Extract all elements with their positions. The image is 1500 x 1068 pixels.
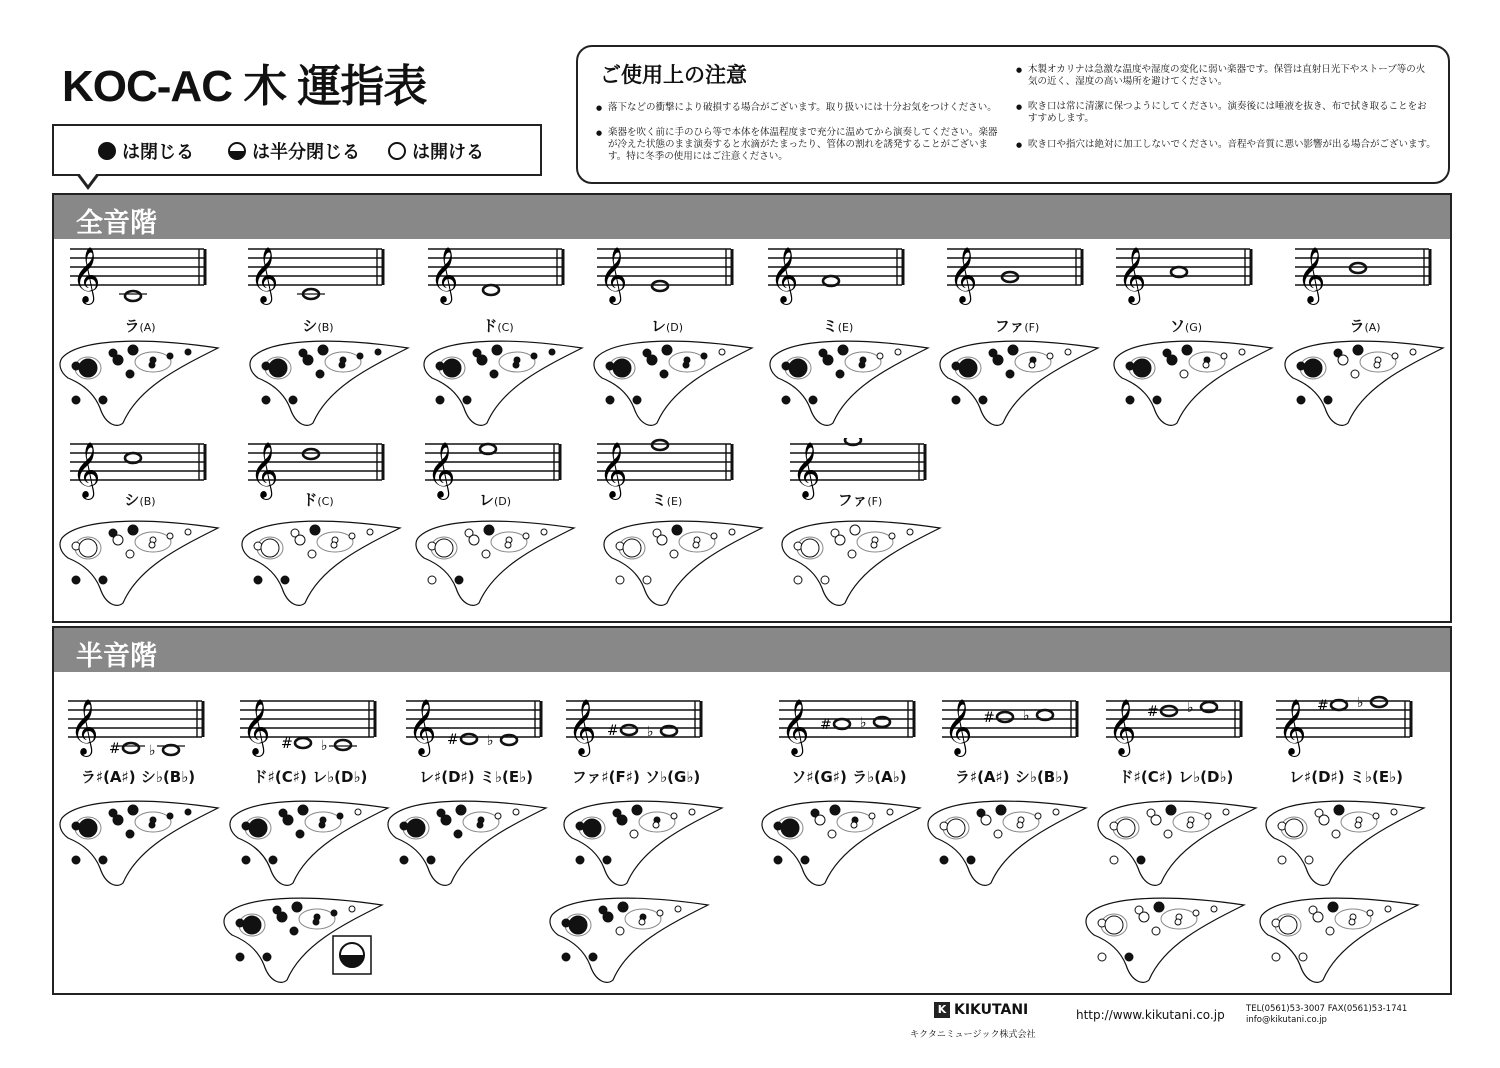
ocarina-fingering-diagram bbox=[422, 338, 587, 428]
note-name-label: ド(C) bbox=[302, 491, 334, 509]
note-name-label: ラ(A) bbox=[124, 317, 156, 335]
music-staff bbox=[779, 695, 919, 765]
legend-closed-label: は閉じる bbox=[122, 142, 194, 163]
ocarina-fingering-diagram bbox=[1112, 338, 1277, 428]
svg-text:#: # bbox=[983, 710, 995, 726]
legend-open-label: は開ける bbox=[412, 142, 484, 163]
music-staff bbox=[1116, 243, 1256, 313]
svg-text:𝄞: 𝄞 bbox=[242, 699, 271, 755]
ocarina-fingering-diagram bbox=[760, 798, 925, 888]
note-name-label: ラ♯(A♯) シ♭(B♭) bbox=[80, 768, 196, 786]
caution-title: ご使用上の注意 bbox=[600, 63, 747, 87]
caution-note: ● 吹き口や指穴は絶対に加工しないでください。音程や音質に悪い影響が出る場合がございます。 bbox=[1016, 139, 1453, 151]
svg-text:♭: ♭ bbox=[487, 733, 494, 749]
music-staff bbox=[428, 243, 568, 313]
caution-note: ● 楽器を吹く前に手のひら等で本体を体温程度まで充分に温めてから演奏してください。楽器が冷えた状態のまま演奏すると水滴がたまったり、管体の割れを誘発することがございます。特に冬季の使用にはご注意ください。 bbox=[596, 127, 1003, 163]
svg-text:𝄞: 𝄞 bbox=[430, 247, 459, 303]
music-staff bbox=[1295, 243, 1435, 313]
tel-fax: TEL(0561)53-3007 FAX(0561)53-1741 bbox=[1246, 1004, 1408, 1014]
ocarina-fingering-diagram bbox=[414, 518, 579, 608]
svg-text:𝄞: 𝄞 bbox=[599, 247, 628, 303]
ocarina-fingering-diagram bbox=[602, 518, 767, 608]
section-title: 全音階 bbox=[76, 208, 157, 239]
closed-hole-icon bbox=[98, 142, 116, 160]
svg-text:♭: ♭ bbox=[860, 715, 867, 731]
ocarina-fingering-diagram bbox=[768, 338, 933, 428]
music-staff bbox=[406, 695, 546, 765]
svg-text:𝄞: 𝄞 bbox=[1297, 247, 1326, 303]
note-name-label: シ(B) bbox=[302, 317, 334, 335]
company-name: キクタニミュージック株式会社 bbox=[910, 1030, 1036, 1040]
note-name-label: ファ(F) bbox=[837, 491, 883, 509]
svg-text:♭: ♭ bbox=[1023, 708, 1030, 724]
music-staff bbox=[1106, 695, 1246, 765]
svg-text:#: # bbox=[1317, 698, 1329, 714]
email: info@kikutani.co.jp bbox=[1246, 1015, 1327, 1025]
ocarina-fingering-diagram bbox=[780, 518, 945, 608]
music-staff bbox=[240, 695, 380, 765]
note-name-label: ミ(E) bbox=[651, 491, 683, 509]
ocarina-fingering-diagram bbox=[548, 895, 713, 985]
ocarina-fingering-diagram bbox=[58, 518, 223, 608]
music-staff bbox=[768, 243, 908, 313]
contact-info bbox=[1246, 1004, 1407, 1026]
svg-text:𝄞: 𝄞 bbox=[70, 699, 99, 755]
svg-text:𝄞: 𝄞 bbox=[944, 699, 973, 755]
note-name-label: ソ♯(G♯) ラ♭(A♭) bbox=[791, 768, 907, 786]
brand-logo: K KIKUTANI bbox=[934, 1002, 1028, 1018]
music-staff bbox=[597, 243, 737, 313]
ocarina-fingering-diagram bbox=[592, 338, 757, 428]
music-staff bbox=[566, 695, 706, 765]
music-staff bbox=[70, 243, 210, 313]
legend-half-label: は半分閉じる bbox=[252, 142, 360, 163]
note-name-label: ド♯(C♯) レ♭(D♭) bbox=[252, 768, 368, 786]
svg-text:𝄞: 𝄞 bbox=[408, 699, 437, 755]
svg-text:♭: ♭ bbox=[149, 743, 156, 759]
svg-text:𝄞: 𝄞 bbox=[1108, 699, 1137, 755]
svg-text:𝄞: 𝄞 bbox=[568, 699, 597, 755]
caution-note: ● 吹き口は常に清潔に保つようにしてください。演奏後には唾液を抜き、布で拭き取ることをおすすめします。 bbox=[1016, 101, 1428, 125]
svg-text:#: # bbox=[281, 736, 293, 752]
ocarina-fingering-diagram bbox=[58, 338, 223, 428]
note-name-label: ド♯(C♯) レ♭(D♭) bbox=[1118, 768, 1234, 786]
section-header bbox=[54, 195, 1450, 239]
note-name-label: レ♯(D♯) ミ♭(E♭) bbox=[1288, 768, 1403, 786]
svg-text:#: # bbox=[820, 717, 832, 733]
svg-text:𝄞: 𝄞 bbox=[599, 442, 628, 498]
svg-text:𝄞: 𝄞 bbox=[1118, 247, 1147, 303]
note-name-label: ラ♯(A♯) シ♭(B♭) bbox=[954, 768, 1070, 786]
note-name-label: ファ(F) bbox=[994, 317, 1040, 335]
ocarina-fingering-diagram bbox=[228, 798, 393, 888]
svg-text:𝄞: 𝄞 bbox=[781, 699, 810, 755]
ocarina-fingering-diagram bbox=[58, 798, 223, 888]
legend-box bbox=[52, 124, 542, 176]
svg-text:♭: ♭ bbox=[1187, 700, 1194, 716]
music-staff bbox=[68, 695, 208, 765]
svg-text:♭: ♭ bbox=[321, 738, 328, 754]
ocarina-fingering-diagram bbox=[1283, 338, 1448, 428]
svg-text:♭: ♭ bbox=[1357, 695, 1364, 711]
note-name-label: ソ(G) bbox=[1169, 317, 1203, 335]
svg-text:𝄞: 𝄞 bbox=[250, 442, 279, 498]
music-staff bbox=[947, 243, 1087, 313]
ocarina-fingering-diagram bbox=[1096, 798, 1261, 888]
caution-box bbox=[576, 45, 1450, 184]
music-staff bbox=[248, 243, 388, 313]
svg-text:𝄞: 𝄞 bbox=[1278, 699, 1307, 755]
open-hole-icon bbox=[388, 142, 406, 160]
svg-text:#: # bbox=[607, 723, 619, 739]
legend-closed bbox=[98, 138, 194, 164]
ocarina-fingering-diagram bbox=[938, 338, 1103, 428]
ocarina-fingering-diagram bbox=[240, 518, 405, 608]
svg-text:𝄞: 𝄞 bbox=[770, 247, 799, 303]
svg-text:𝄞: 𝄞 bbox=[72, 247, 101, 303]
half-hole-icon bbox=[228, 142, 246, 160]
note-name-label: レ♯(D♯) ミ♭(E♭) bbox=[418, 768, 533, 786]
note-name-label: レ(D) bbox=[478, 491, 512, 509]
page-title: KOC-AC 木 運指表 bbox=[62, 62, 427, 111]
ocarina-fingering-diagram bbox=[386, 798, 551, 888]
ocarina-fingering-diagram bbox=[1084, 895, 1249, 985]
svg-text:𝄞: 𝄞 bbox=[427, 442, 456, 498]
caution-note: ● 木製オカリナは急激な温度や湿度の変化に弱い楽器です。保管は直射日光下やストーブ等の火気の近く、湿度の高い場所を避けてください。 bbox=[1016, 64, 1428, 88]
kikutani-logo-icon: K bbox=[934, 1002, 950, 1018]
ocarina-fingering-diagram bbox=[248, 338, 413, 428]
legend-half bbox=[228, 138, 360, 164]
svg-text:#: # bbox=[109, 741, 121, 757]
ocarina-fingering-diagram bbox=[1264, 798, 1429, 888]
music-staff bbox=[942, 695, 1082, 765]
note-name-label: ミ(E) bbox=[822, 317, 854, 335]
note-name-label: レ(D) bbox=[650, 317, 684, 335]
half-hole-callout bbox=[332, 935, 372, 975]
note-name-label: ラ(A) bbox=[1349, 317, 1381, 335]
ocarina-fingering-diagram bbox=[926, 798, 1091, 888]
ocarina-fingering-diagram bbox=[562, 798, 727, 888]
section-title: 半音階 bbox=[76, 641, 157, 672]
svg-text:𝄞: 𝄞 bbox=[949, 247, 978, 303]
svg-text:♭: ♭ bbox=[647, 724, 654, 740]
note-name-label: シ(B) bbox=[124, 491, 156, 509]
music-staff bbox=[1276, 695, 1416, 765]
note-name-label: ファ♯(F♯) ソ♭(G♭) bbox=[571, 768, 701, 786]
svg-text:𝄞: 𝄞 bbox=[250, 247, 279, 303]
legend-open bbox=[388, 138, 484, 164]
svg-text:𝄞: 𝄞 bbox=[792, 442, 821, 498]
section-header bbox=[54, 628, 1450, 672]
note-name-label: ド(C) bbox=[482, 317, 514, 335]
caution-note: ● 落下などの衝撃により破損する場合がございます。取り扱いには十分お気をつけください。 bbox=[596, 102, 1008, 114]
svg-text:𝄞: 𝄞 bbox=[72, 442, 101, 498]
svg-text:#: # bbox=[1147, 704, 1159, 720]
ocarina-fingering-diagram bbox=[1258, 895, 1423, 985]
website-link[interactable]: http://www.kikutani.co.jp bbox=[1076, 1008, 1225, 1022]
svg-text:#: # bbox=[447, 732, 459, 748]
